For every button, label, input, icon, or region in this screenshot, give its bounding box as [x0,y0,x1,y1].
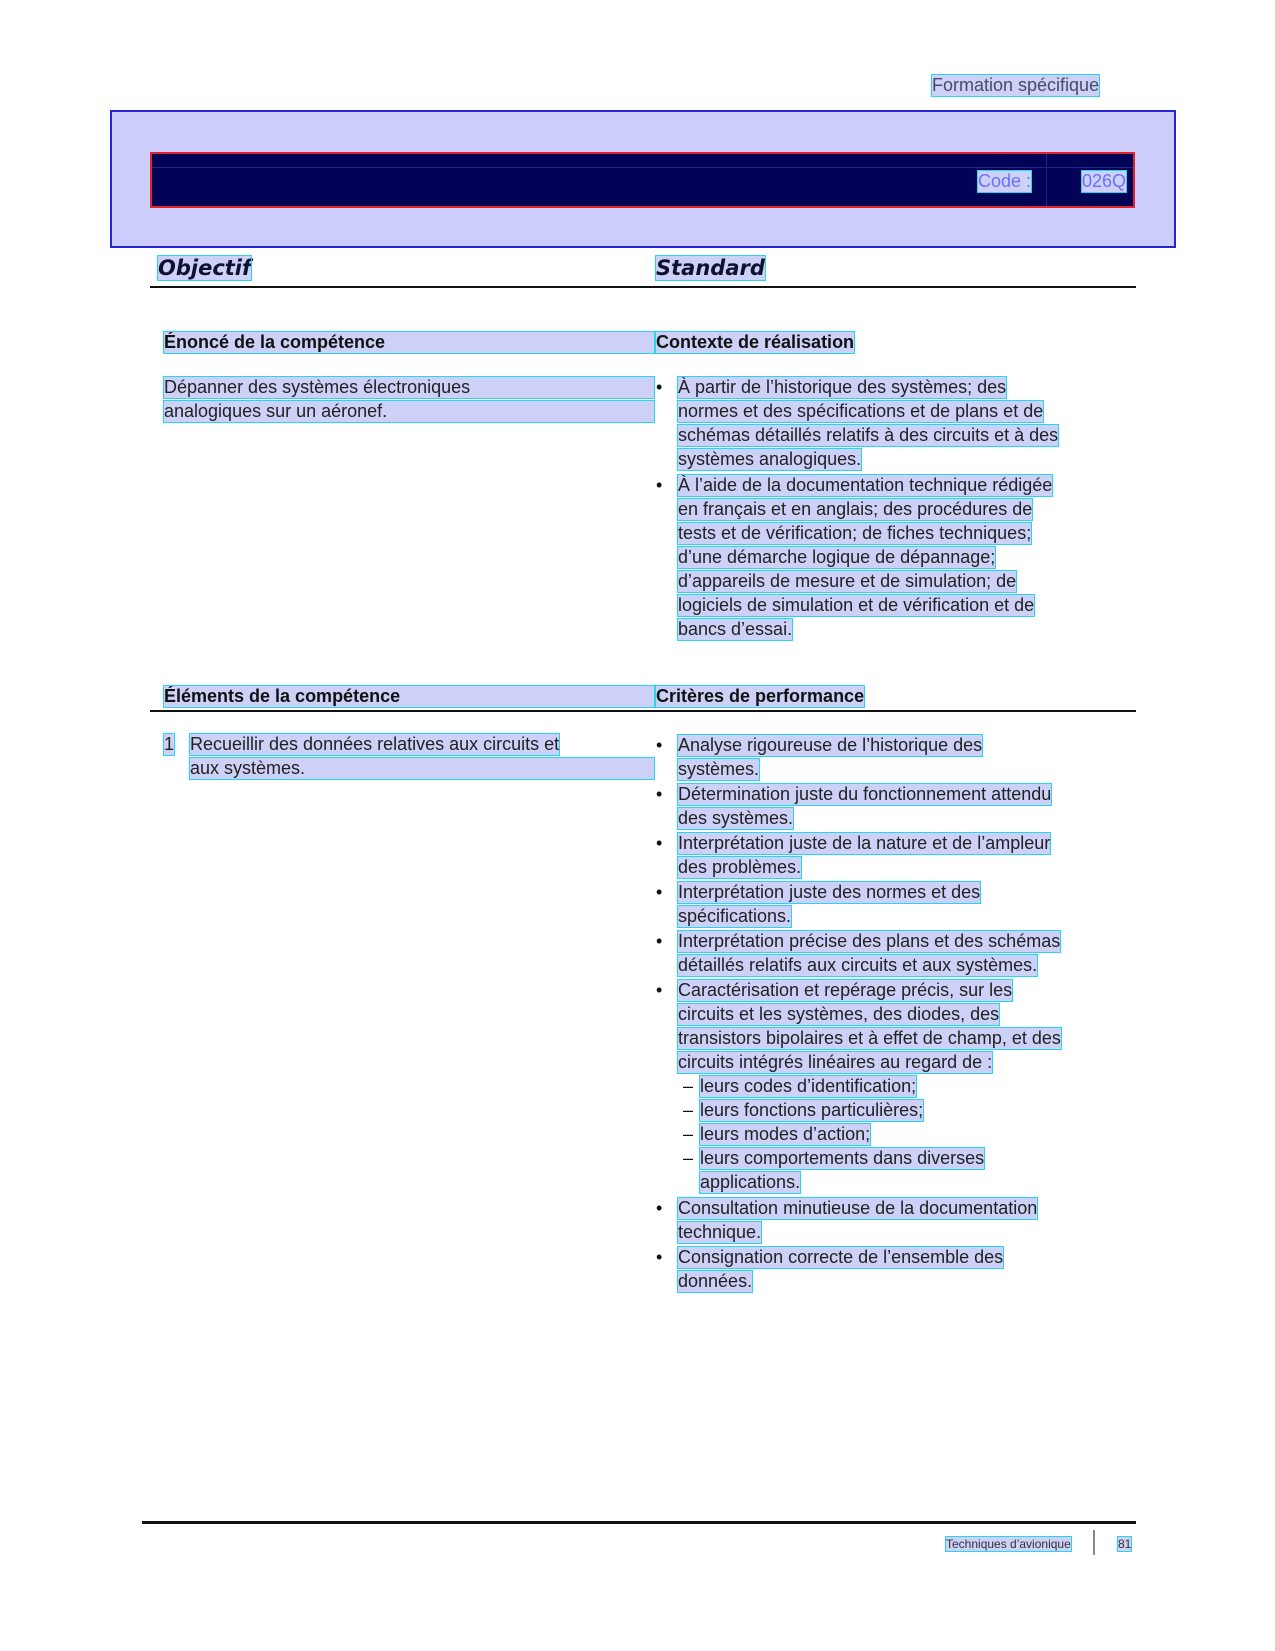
criteria-line: détaillés relatifs aux circuits et aux systèmes. [678,955,1038,975]
element-line: Recueillir des données relatives aux circuits et [190,734,560,754]
footer-separator [1093,1530,1095,1555]
statement-line: Dépanner des systèmes électroniques [164,377,654,398]
element-line: aux systèmes. [190,758,654,779]
sub-item-line: leurs modes d’action; [700,1124,871,1144]
bullet-icon: • [656,980,663,1000]
criteria-line: des problèmes. [678,857,802,877]
program-banner [110,110,1176,248]
bullet-icon: • [656,833,663,853]
element-number: 1 [164,734,175,754]
dash-icon: – [683,1100,694,1120]
statement-line: analogiques sur un aéronef. [164,401,654,422]
bullet-icon: • [656,475,663,495]
bullet-icon: • [656,784,663,804]
sub-item-line: leurs codes d’identification; [700,1076,917,1096]
criteria-line: spécifications. [678,906,792,926]
sub-item-line: applications. [700,1172,801,1192]
code-label: Code : [978,171,1032,191]
bullet-icon: • [656,1198,663,1218]
criteria-line: circuits intégrés linéaires au regard de : [678,1052,993,1072]
column-heading-rule [150,286,1136,288]
criteria-line: données. [678,1271,753,1291]
page-number: 81 [1118,1537,1132,1551]
section-rule [150,710,1136,712]
elements-heading: Éléments de la compétence [164,686,654,707]
column-heading-objectif: Objectif [158,256,252,280]
code-bar [150,152,1135,208]
context-line: bancs d’essai. [678,619,793,639]
context-line: À l’aide de la documentation technique rédigée [678,475,1053,495]
context-line: systèmes analogiques. [678,449,862,469]
context-line: d’une démarche logique de dépannage; [678,547,996,567]
statement-heading: Énoncé de la compétence [164,332,654,353]
context-line: normes et des spécifications et de plans et de [678,401,1044,421]
context-heading: Contexte de réalisation [656,332,855,352]
bullet-icon: • [656,1247,663,1267]
document-header: Formation spécifique [932,75,1100,95]
sub-item-line: leurs fonctions particulières; [700,1100,924,1120]
sub-item-line: leurs comportements dans diverses [700,1148,985,1168]
bullet-icon: • [656,735,663,755]
context-line: schémas détaillés relatifs à des circuits et à des [678,425,1059,445]
criteria-line: Interprétation précise des plans et des schémas [678,931,1061,951]
criteria-line: Détermination juste du fonctionnement attendu [678,784,1052,804]
criteria-line: Analyse rigoureuse de l’historique des [678,735,983,755]
footer-title: Techniques d’avionique [946,1537,1071,1551]
dash-icon: – [683,1076,694,1096]
criteria-line: circuits et les systèmes, des diodes, des [678,1004,1000,1024]
code-value: 026Q [1082,171,1127,191]
column-heading-standard: Standard [656,256,765,280]
bullet-icon: • [656,931,663,951]
criteria-line: technique. [678,1222,762,1242]
criteria-line: Interprétation juste de la nature et de l’ampleur [678,833,1051,853]
dash-icon: – [683,1148,694,1168]
criteria-line: Consultation minutieuse de la documentation [678,1198,1038,1218]
criteria-line: des systèmes. [678,808,794,828]
context-line: d’appareils de mesure et de simulation; de [678,571,1017,591]
context-line: logiciels de simulation et de vérification et de [678,595,1035,615]
criteria-heading: Critères de performance [656,686,865,706]
bullet-icon: • [656,882,663,902]
criteria-line: transistors bipolaires et à effet de champ, et des [678,1028,1061,1048]
bullet-icon: • [656,377,663,397]
context-line: en français et en anglais; des procédures de [678,499,1033,519]
footer-rule [142,1521,1136,1524]
context-line: À partir de l’historique des systèmes; des [678,377,1007,397]
context-line: tests et de vérification; de fiches techniques; [678,523,1032,543]
criteria-line: Interprétation juste des normes et des [678,882,981,902]
criteria-line: systèmes. [678,759,760,779]
criteria-line: Caractérisation et repérage précis, sur les [678,980,1013,1000]
criteria-line: Consignation correcte de l’ensemble des [678,1247,1004,1267]
dash-icon: – [683,1124,694,1144]
